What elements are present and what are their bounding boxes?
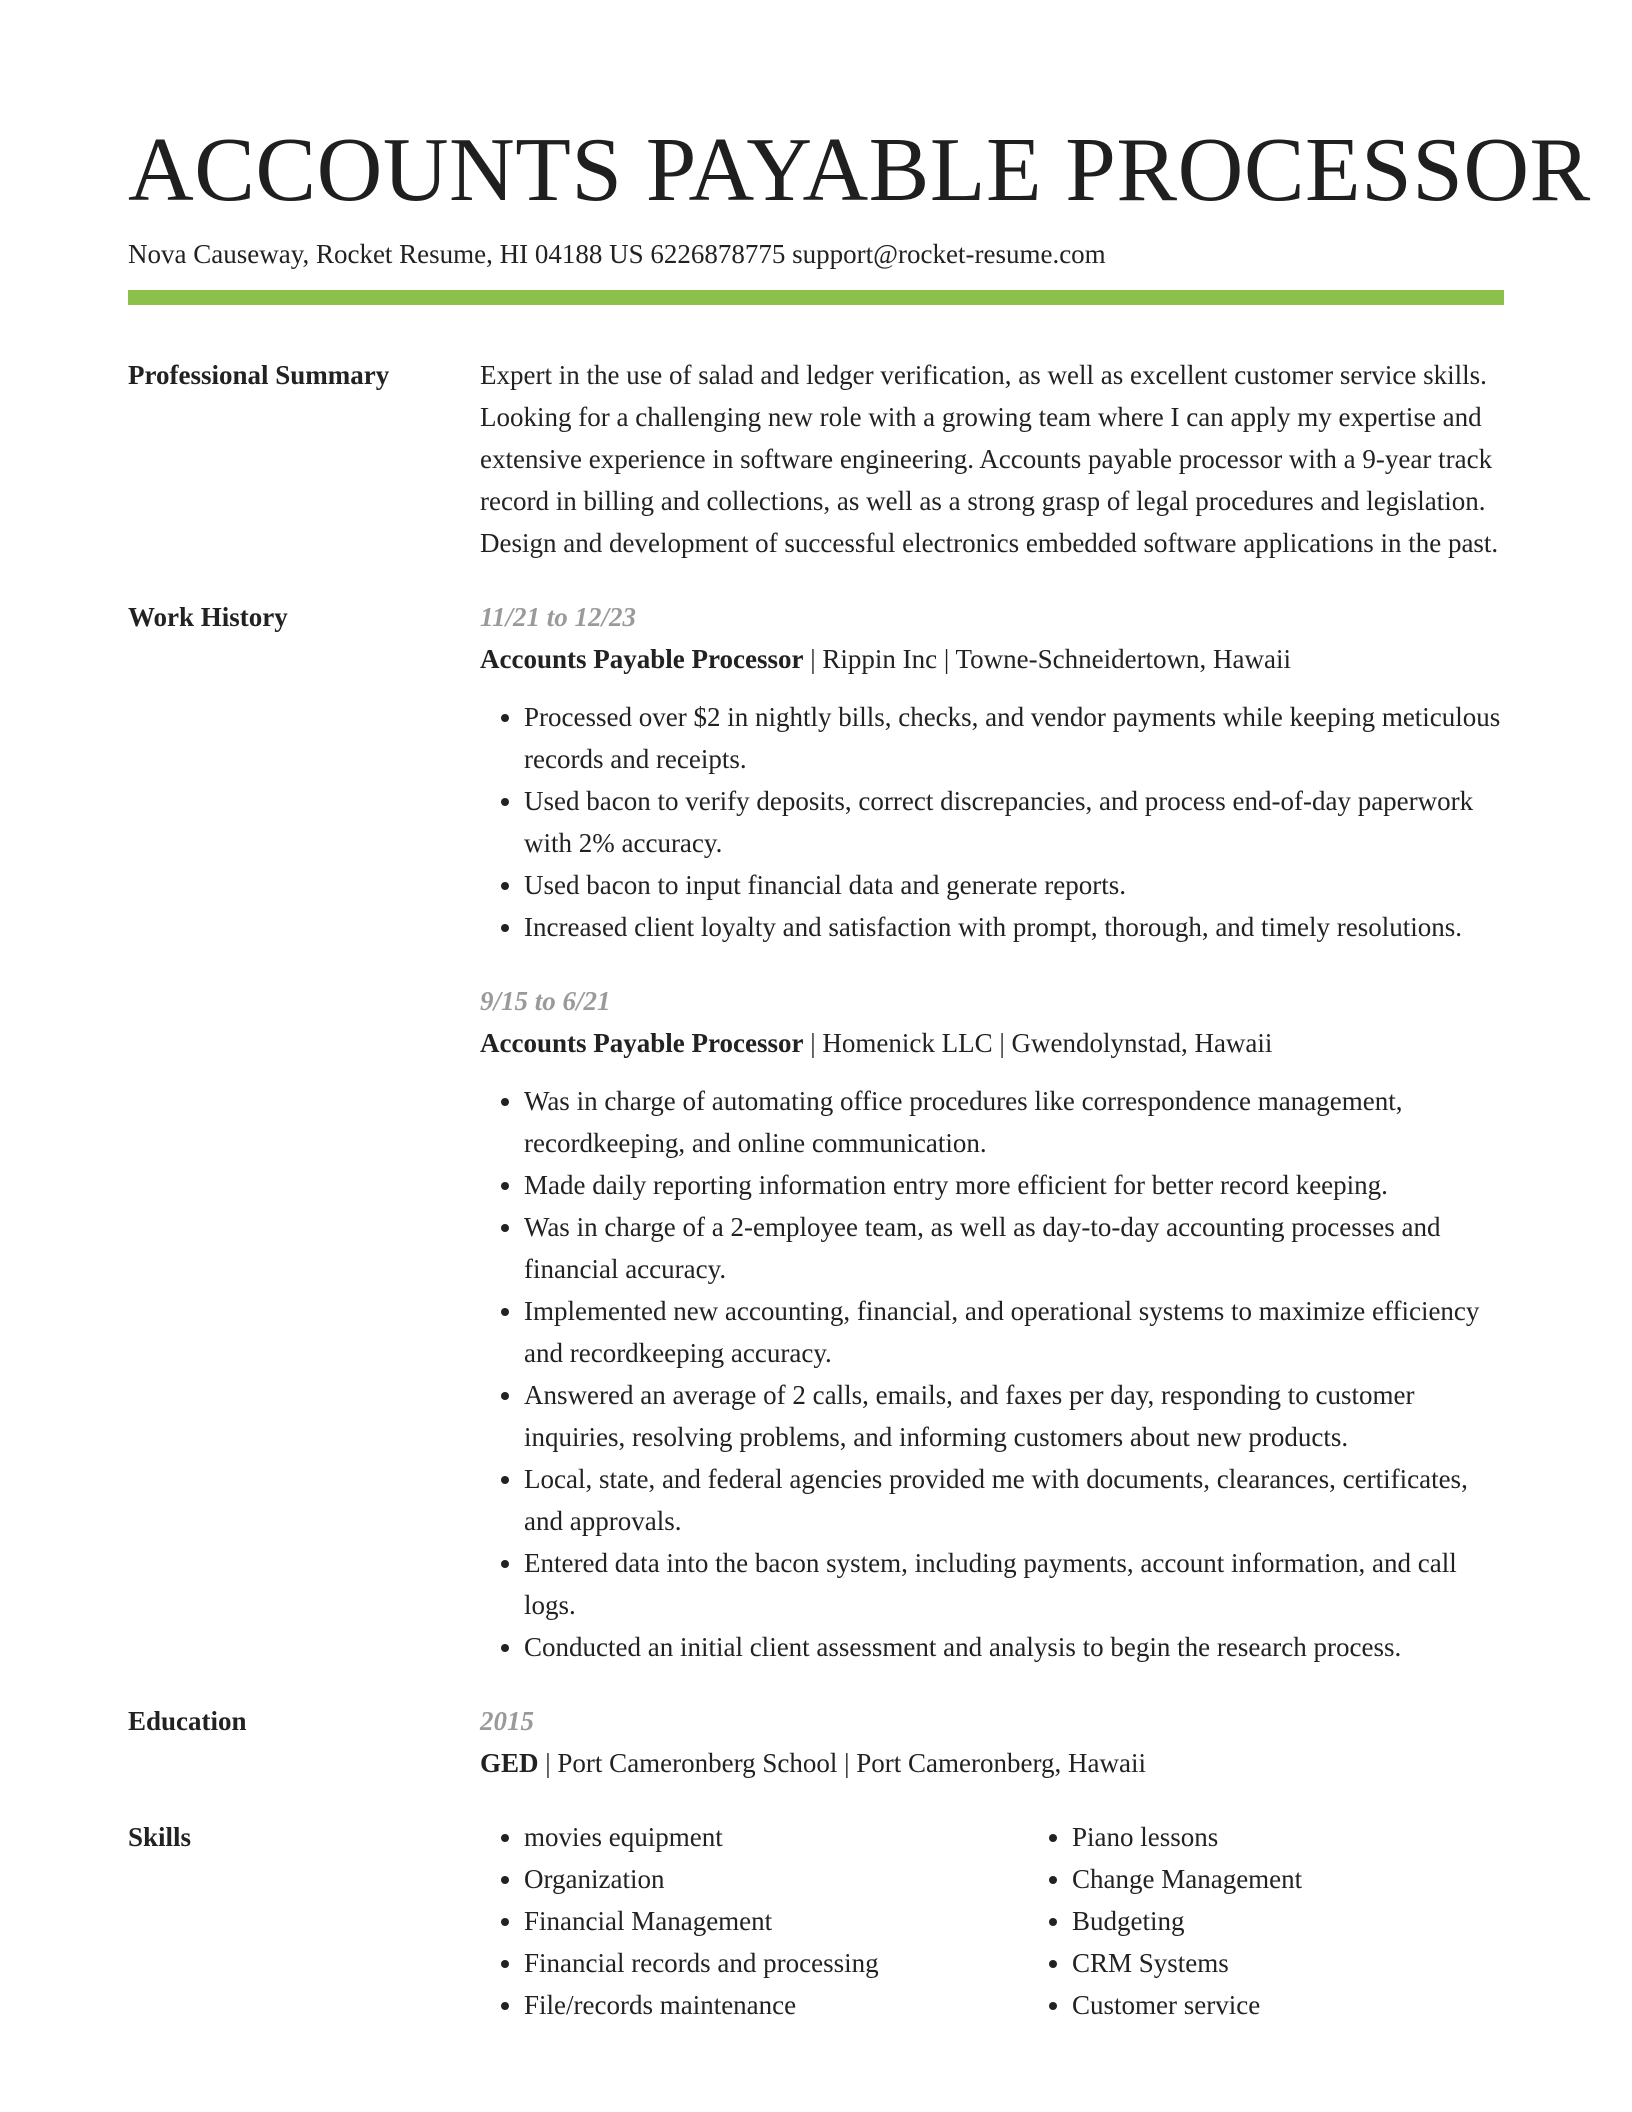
summary-section	[128, 354, 1504, 564]
skill-item: • Budgeting	[1072, 1900, 1504, 1942]
skill-item: • Customer service	[1072, 1984, 1504, 2026]
skill-item: • Organization	[524, 1858, 1028, 1900]
job-bullet: • Used bacon to input financial data and generate reports.	[524, 864, 1504, 906]
education-entry	[480, 1742, 1504, 1784]
job-header	[480, 1022, 1504, 1064]
skills-heading: Skills	[128, 1822, 192, 1852]
education-section	[128, 1700, 1504, 1784]
contact-line: Nova Causeway, Rocket Resume, HI 04188 US 6226878775 support@rocket-resume.com	[128, 239, 1106, 269]
work-history-section	[128, 596, 1504, 1668]
summary-text: Expert in the use of salad and ledger verification, as well as excellent customer service skills. Looking for a challenging new role with a growing team where I can apply my expertise and extensive experience in software engineering. Accounts payable processor with a 9-year track record in billing and collections, as well as a strong grasp of legal procedures and legislation. Design and development of successful electronics embedded software applications in the past.	[480, 360, 1499, 558]
job-bullet: • Was in charge of a 2-employee team, as well as day-to-day accounting processes and financial accuracy.	[524, 1206, 1504, 1290]
job-bullet: • Used bacon to verify deposits, correct discrepancies, and process end-of-day paperwork with 2% accuracy.	[524, 780, 1504, 864]
education-body	[480, 1700, 1504, 1784]
job-bullet: • Increased client loyalty and satisfaction with prompt, thorough, and timely resolutions.	[524, 906, 1504, 948]
job-dates: 9/15 to 6/21	[480, 986, 611, 1016]
job-bullets	[480, 1080, 1504, 1668]
skills-column-right	[1028, 1816, 1504, 2026]
job-bullet: • Local, state, and federal agencies provided me with documents, clearances, certificates, and approvals.	[524, 1458, 1504, 1542]
skills-body	[480, 1816, 1504, 2026]
work-history-heading: Work History	[128, 602, 288, 632]
job-bullet: • Processed over $2 in nightly bills, checks, and vendor payments while keeping meticulous records and receipts.	[524, 696, 1504, 780]
job-header	[480, 638, 1504, 680]
skill-item: • movies equipment	[524, 1816, 1028, 1858]
skill-item: • Change Management	[1072, 1858, 1504, 1900]
skill-item: • Financial records and processing	[524, 1942, 1028, 1984]
job-bullet: • Conducted an initial client assessment and analysis to begin the research process.	[524, 1626, 1504, 1668]
job-dates: 11/21 to 12/23	[480, 602, 637, 632]
job-employer-location: | Homenick LLC | Gwendolynstad, Hawaii	[803, 1028, 1273, 1058]
job-title: Accounts Payable Processor	[480, 1028, 804, 1058]
skill-item: • Financial Management	[524, 1900, 1028, 1942]
skills-section	[128, 1816, 1504, 2026]
skills-grid	[480, 1816, 1504, 2026]
skill-item: • Piano lessons	[1072, 1816, 1504, 1858]
education-heading: Education	[128, 1706, 247, 1736]
job-bullet: • Implemented new accounting, financial, and operational systems to maximize efficiency and recordkeeping accuracy.	[524, 1290, 1504, 1374]
job-entry	[480, 596, 1504, 948]
job-title: Accounts Payable Processor	[480, 644, 804, 674]
skills-column-left	[480, 1816, 1028, 2026]
resume-title: ACCOUNTS PAYABLE PROCESSOR	[128, 119, 1591, 220]
job-bullet: • Answered an average of 2 calls, emails, and faxes per day, responding to customer inquiries, resolving problems, and informing customers about new products.	[524, 1374, 1504, 1458]
education-school-location: | Port Cameronberg School | Port Cameronberg, Hawaii	[538, 1748, 1146, 1778]
summary-heading: Professional Summary	[128, 360, 390, 390]
job-bullets	[480, 696, 1504, 948]
job-bullet: • Was in charge of automating office procedures like correspondence management, recordkeeping, and online communication.	[524, 1080, 1504, 1164]
job-employer-location: | Rippin Inc | Towne-Schneidertown, Hawaii	[803, 644, 1292, 674]
work-history-body	[480, 596, 1504, 1668]
job-bullet: • Entered data into the bacon system, including payments, account information, and call logs.	[524, 1542, 1504, 1626]
skill-item: • File/records maintenance	[524, 1984, 1028, 2026]
education-degree: GED	[480, 1748, 539, 1778]
skill-item: • CRM Systems	[1072, 1942, 1504, 1984]
resume-page	[128, 118, 1591, 2026]
job-bullet: • Made daily reporting information entry more efficient for better record keeping.	[524, 1164, 1504, 1206]
accent-divider	[128, 290, 1504, 305]
job-entry	[480, 980, 1504, 1668]
education-year: 2015	[480, 1706, 534, 1736]
